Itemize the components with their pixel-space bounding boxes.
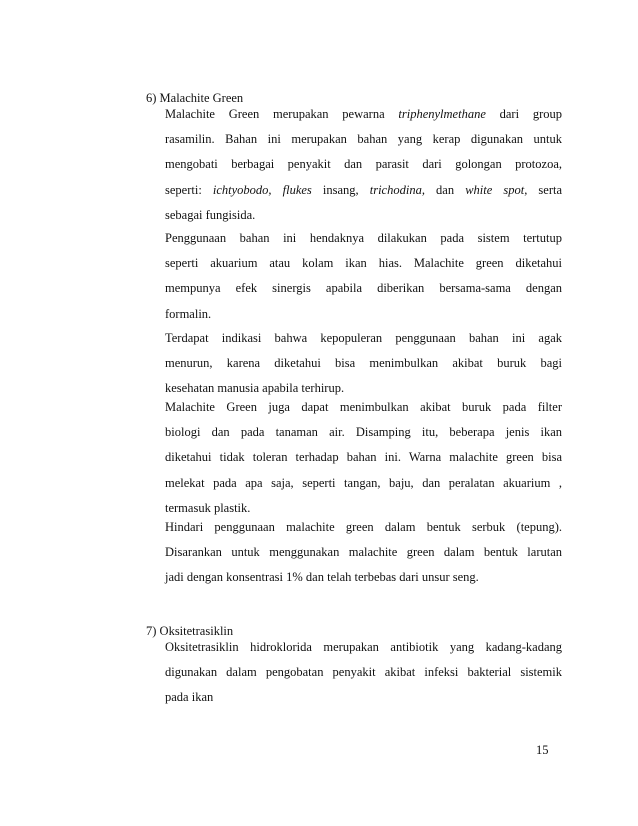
italic-term: triphenylmethane — [398, 107, 486, 121]
text-line: Disarankan untuk menggunakan malachite green dalam bentuk larutan — [165, 545, 562, 560]
text-line: Malachite Green merupakan pewarna triphenylmethane dari group — [165, 107, 562, 121]
text-line: Oksitetrasiklin hidroklorida merupakan antibiotik yang kadang-kadang — [165, 640, 562, 654]
text-line: mempunya efek sinergis apabila diberikan bersama-sama dengan — [165, 281, 562, 296]
text-line: formalin. — [165, 306, 212, 321]
section-oksitetrasiklin — [146, 622, 562, 705]
text-line: diketahui tidak toleran terhadap bahan ini. Warna malachite green bisa — [165, 450, 562, 465]
text-line: pada ikan — [165, 690, 214, 705]
text-line: termasuk plastik. — [165, 500, 251, 515]
text-line: mengobati berbagai penyakit dan parasit dari golongan protozoa, — [165, 157, 562, 172]
italic-term: ichtyobodo, flukes — [212, 182, 312, 197]
paragraph-1 — [165, 635, 562, 711]
italic-term: trichodina, — [369, 182, 425, 197]
text-line: Malachite Green juga dapat menimbulkan akibat buruk pada filter — [165, 400, 562, 414]
text-line: rasamilin. Bahan ini merupakan bahan yang kerap digunakan untuk — [165, 132, 562, 147]
text-line: melekat pada apa saja, seperti tangan, baju, dan peralatan akuarium , — [165, 475, 562, 490]
page-number: 15 — [536, 743, 549, 757]
text-line: Terdapat indikasi bahwa kepopuleran penggunaan bahan ini agak — [165, 331, 562, 345]
text-line: seperti akuarium atau kolam ikan hias. Malachite green diketahui — [165, 256, 562, 271]
section-heading: 6) Malachite Green — [146, 91, 244, 105]
paragraph-2 — [165, 226, 562, 327]
section-malachite-green — [146, 89, 563, 585]
text-line: Penggunaan bahan ini hendaknya dilakukan pada sistem tertutup — [165, 231, 562, 245]
paragraph-1 — [165, 102, 562, 228]
text-line: biologi dan pada tanaman air. Disamping itu, beberapa jenis ikan — [165, 425, 562, 440]
italic-term: white spot — [465, 182, 525, 197]
text-line: digunakan dalam pengobatan penyakit akibat infeksi bakterial sistemik — [165, 665, 562, 680]
text-line: seperti: ichtyobodo, flukes insang, trichodina, dan white spot, serta — [165, 182, 563, 197]
text-line: menurun, karena diketahui bisa menimbulkan akibat buruk bagi — [165, 356, 562, 371]
text-line: jadi dengan konsentrasi 1% dan telah terbebas dari unsur seng. — [165, 570, 479, 585]
text-line: sebagai fungisida. — [165, 207, 256, 222]
text-line: Hindari penggunaan malachite green dalam bentuk serbuk (tepung). — [165, 520, 562, 534]
paragraph-3 — [165, 326, 562, 402]
paragraph-5 — [165, 515, 562, 591]
section-heading: 7) Oksitetrasiklin — [146, 624, 234, 638]
text-line: kesehatan manusia apabila terhirup. — [165, 381, 345, 396]
paragraph-4 — [165, 395, 562, 521]
